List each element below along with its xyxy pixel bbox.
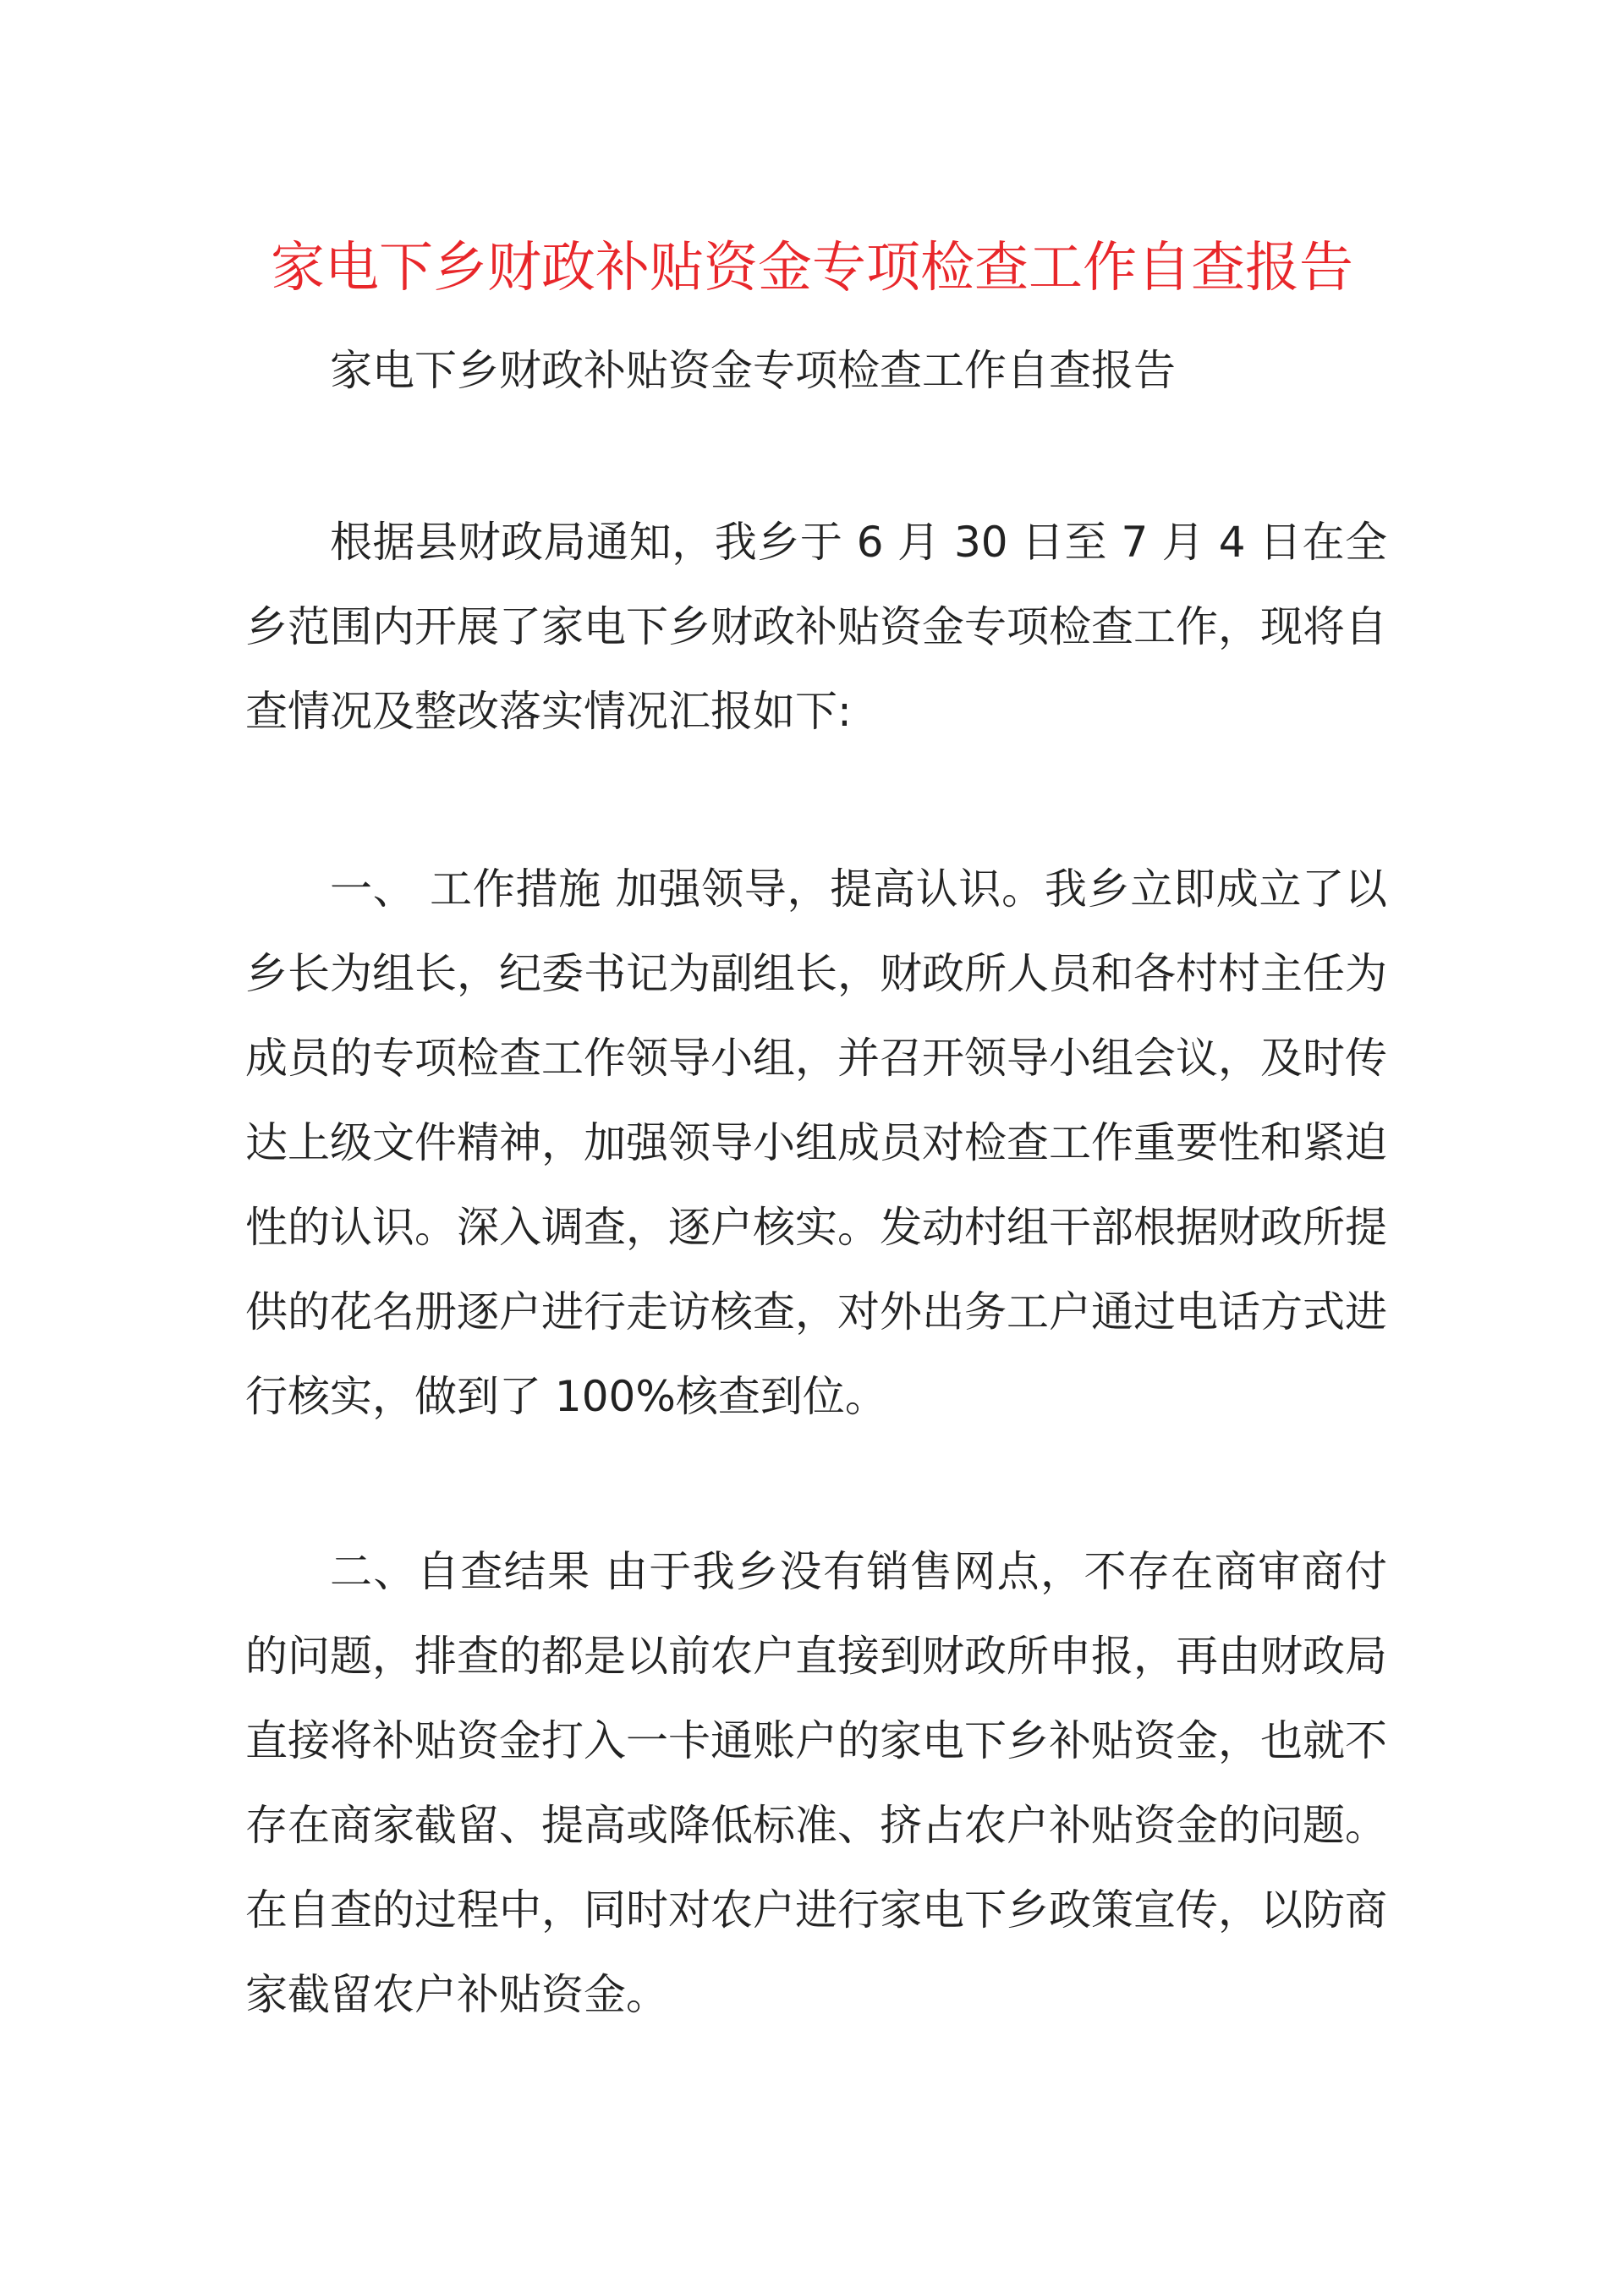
paragraph-intro: 根据县财政局通知，我乡于 6 月 30 日至 7 月 4 日在全乡范围内开展了家电下乡财政补贴资金专项检查工作，现将自查情况及整改落实情况汇报如下: <box>245 518 1387 736</box>
paragraph-work-measures: 一、 工作措施 加强领导，提高认识。我乡立即成立了以乡长为组长，纪委书记为副组长，财政所人员和各村村主任为成员的专项检查工作领导小组，并召开领导小组会议，及时传达上级文件精神，加强领导小组成员对检查工作重要性和紧迫性的认识。深入调查，逐户核实。发动村组干部根据财政所提供的花名册逐户进行走访核查，对外出务工户通过电话方式进行核实，做到了 100%核查到位。 <box>245 864 1387 1421</box>
document-title: 家电下乡财政补贴资金专项检查工作自查报告 <box>271 237 1353 299</box>
document-subtitle: 家电下乡财政补贴资金专项检查工作自查报告 <box>330 346 1176 395</box>
paragraph-self-check-results: 二、自查结果 由于我乡没有销售网点，不存在商审商付的问题，排查的都是以前农户直接到财政所申报，再由财政局直接将补贴资金打入一卡通账户的家电下乡补贴资金，也就不存在商家截留、提高或降低标准、挤占农户补贴资金的问题。 在自查的过程中，同时对农户进行家电下乡政策宣传，以防商家截留农户补贴资金。 <box>245 1547 1387 2019</box>
